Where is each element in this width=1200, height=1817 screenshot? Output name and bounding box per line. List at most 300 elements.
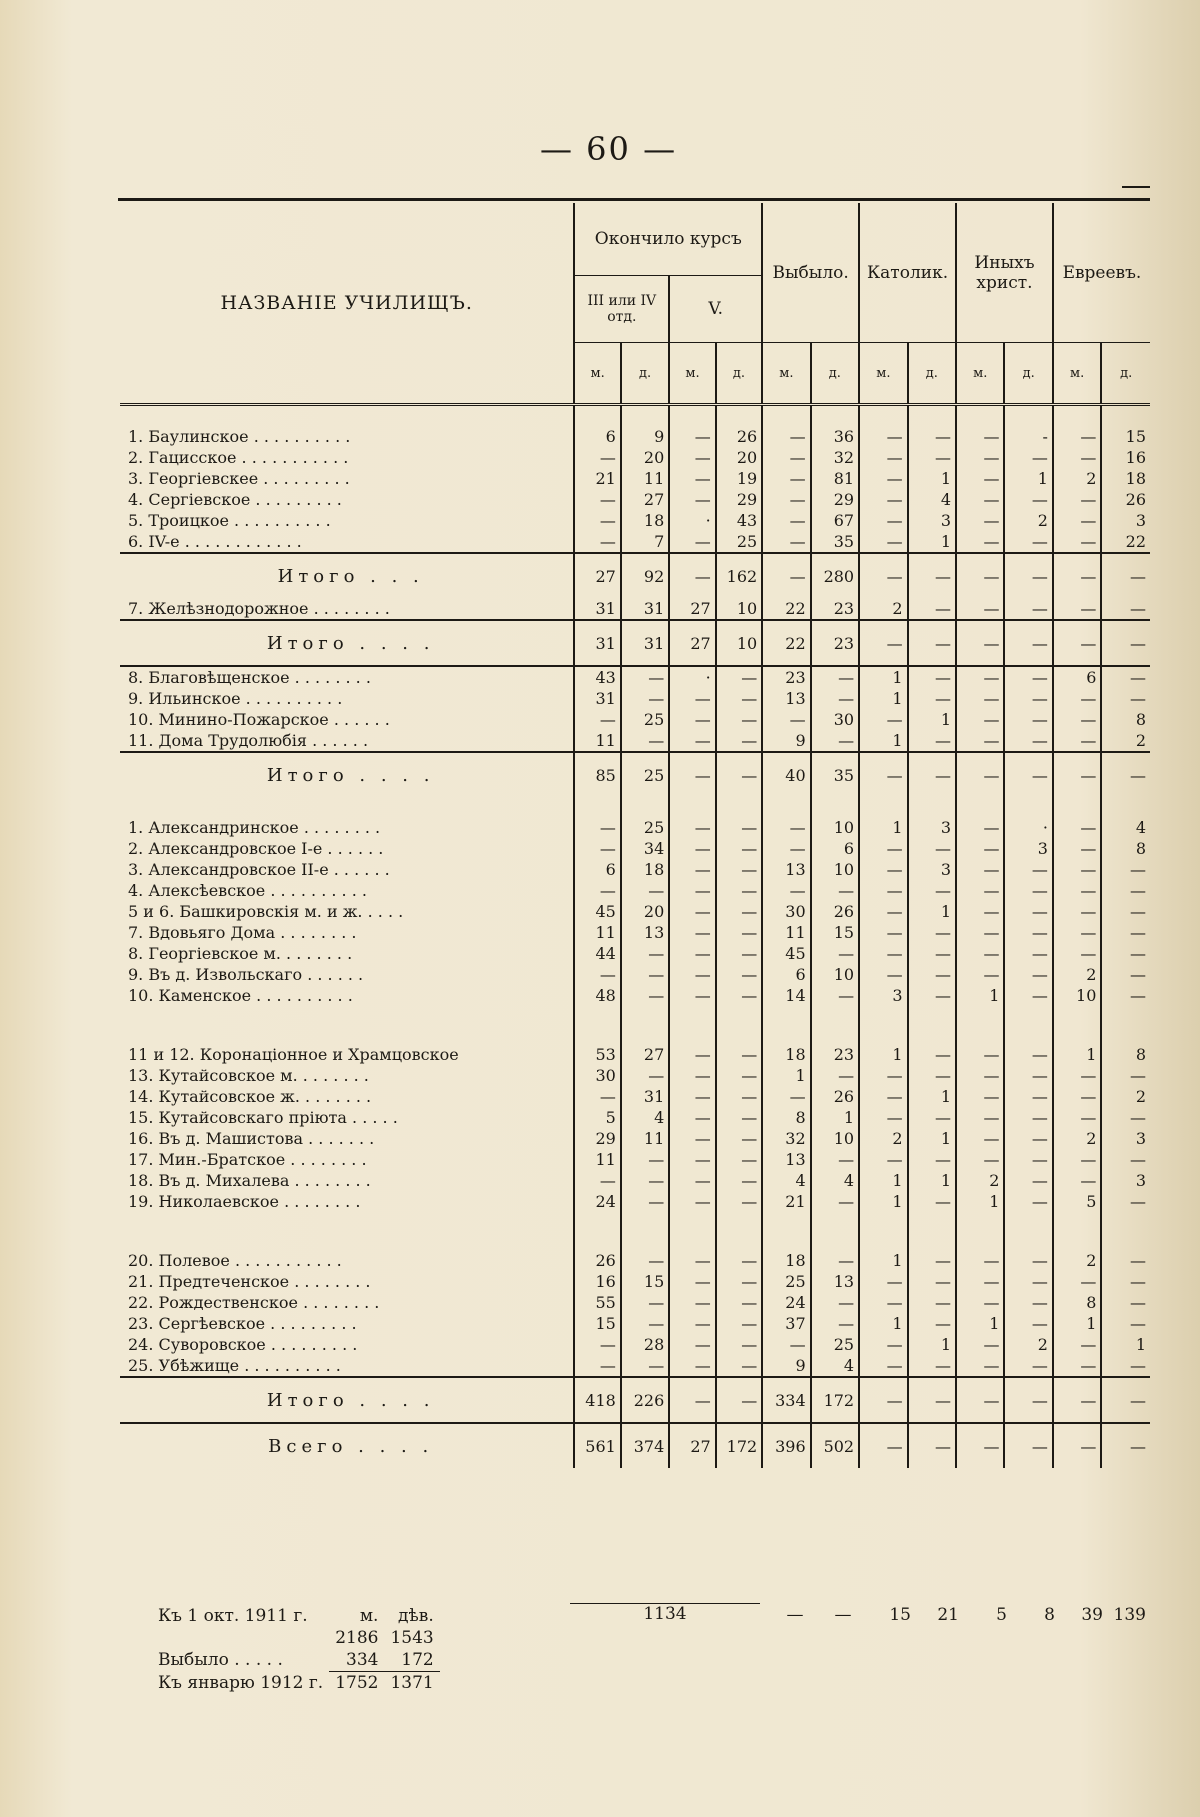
value-cell: — — [1004, 1271, 1052, 1292]
value-cell: — — [669, 1128, 715, 1149]
summary-m-left: 334 — [346, 1650, 379, 1670]
table-row — [120, 1044, 1150, 1065]
value-cell: 31 — [621, 1086, 669, 1107]
value-cell: 2 — [859, 1128, 907, 1149]
value-cell: 4 — [621, 1107, 669, 1128]
value-cell: - — [1004, 426, 1052, 447]
value-cell: 25 — [621, 817, 669, 838]
value-cell: 1 — [1004, 468, 1052, 489]
value-cell: — — [1053, 1086, 1101, 1107]
table-row — [120, 489, 1150, 510]
table-row — [120, 880, 1150, 901]
value-cell: — — [669, 943, 715, 964]
school-name: 4. Сергіевское . . . . . . . . . — [128, 490, 342, 509]
value-cell: — — [1053, 880, 1101, 901]
value-cell: 25 — [811, 1334, 859, 1355]
value-cell: — — [859, 709, 907, 730]
value-cell: — — [956, 943, 1004, 964]
value-cell: — — [669, 838, 715, 859]
value-cell: — — [716, 1128, 762, 1149]
value-cell: — — [1053, 709, 1101, 730]
school-name: 22. Рождественское . . . . . . . . — [128, 1293, 380, 1312]
value-cell: 5 — [1053, 1191, 1101, 1212]
value-cell: 13 — [621, 922, 669, 943]
table-row — [120, 964, 1150, 985]
value-cell: 20 — [621, 447, 669, 468]
value-cell: 15 — [574, 1313, 620, 1334]
header-catholic: Католик. — [859, 203, 956, 343]
table-row — [120, 1355, 1150, 1377]
value-cell: — — [669, 468, 715, 489]
value-cell: — — [908, 1423, 956, 1468]
header-male: м. — [762, 343, 810, 405]
value-cell: — — [669, 730, 715, 752]
value-cell: 24 — [762, 1292, 810, 1313]
header-jews: Евреевъ. — [1053, 203, 1150, 343]
total-row — [120, 1377, 1150, 1423]
value-cell: 92 — [621, 553, 669, 598]
value-cell: — — [1004, 730, 1052, 752]
value-cell: — — [811, 1149, 859, 1170]
value-cell: — — [621, 1065, 669, 1086]
value-cell: — — [956, 1250, 1004, 1271]
value-cell: — — [859, 531, 907, 553]
value-cell: 26 — [574, 1250, 620, 1271]
value-cell: — — [669, 1044, 715, 1065]
value-cell: — — [669, 1355, 715, 1377]
value-cell: — — [1004, 1250, 1052, 1271]
value-cell: — — [1053, 510, 1101, 531]
value-cell: — — [669, 1170, 715, 1191]
value-cell: — — [716, 1065, 762, 1086]
value-cell: 23 — [762, 666, 810, 688]
value-cell: — — [859, 922, 907, 943]
value-cell: — — [716, 1170, 762, 1191]
value-cell: 16 — [1101, 447, 1150, 468]
table-row — [120, 447, 1150, 468]
value-cell: — — [859, 1355, 907, 1377]
total-label: Итого . . . . — [120, 1377, 574, 1423]
value-cell: — — [1101, 901, 1150, 922]
value-cell: — — [574, 1355, 620, 1377]
value-cell: 10 — [811, 859, 859, 880]
school-name: 17. Мин.-Братское . . . . . . . . — [128, 1150, 367, 1169]
value-cell: 21 — [574, 468, 620, 489]
value-cell: 172 — [716, 1423, 762, 1468]
value-cell: — — [762, 447, 810, 468]
summary-date-label: Къ 1 окт. 1911 г. — [158, 1606, 308, 1626]
value-cell: — — [908, 447, 956, 468]
value-cell: — — [669, 901, 715, 922]
value-cell: — — [669, 1065, 715, 1086]
value-cell: — — [859, 880, 907, 901]
value-cell: — — [716, 1107, 762, 1128]
value-cell: — — [1004, 1191, 1052, 1212]
value-cell: 43 — [716, 510, 762, 531]
value-cell: 10 — [716, 620, 762, 666]
value-cell: — — [1004, 1065, 1052, 1086]
school-name: 14. Кутайсовское ж. . . . . . . . — [128, 1087, 372, 1106]
value-cell: 18 — [762, 1250, 810, 1271]
school-name: 23. Сергѣевское . . . . . . . . . — [128, 1314, 357, 1333]
value-cell: 18 — [762, 1044, 810, 1065]
value-cell: — — [1004, 1423, 1052, 1468]
value-cell: 25 — [621, 752, 669, 797]
value-cell: — — [716, 1149, 762, 1170]
value-cell: — — [908, 1377, 956, 1423]
value-cell: 11 — [621, 1128, 669, 1149]
table-row — [120, 1149, 1150, 1170]
header-female: д. — [1101, 343, 1150, 405]
value-cell: — — [908, 1313, 956, 1334]
value-cell: — — [811, 688, 859, 709]
value-cell: — — [1101, 1271, 1150, 1292]
value-cell: — — [908, 1292, 956, 1313]
value-cell: 1 — [859, 1313, 907, 1334]
value-cell: 8 — [1053, 1292, 1101, 1313]
value-cell: — — [716, 1271, 762, 1292]
value-cell: — — [1101, 666, 1150, 688]
value-cell: 81 — [811, 468, 859, 489]
value-cell: — — [1004, 553, 1052, 598]
value-cell: — — [859, 468, 907, 489]
value-cell: — — [908, 553, 956, 598]
value-cell: 31 — [621, 598, 669, 620]
table-row — [120, 817, 1150, 838]
value-cell: 1 — [908, 901, 956, 922]
value-cell: — — [908, 1149, 956, 1170]
school-name: 8. Благовѣщенское . . . . . . . . — [128, 668, 371, 687]
value-cell: — — [859, 426, 907, 447]
value-cell: 2 — [1004, 1334, 1052, 1355]
school-name: 10. Каменское . . . . . . . . . . — [128, 986, 353, 1005]
value-cell: 13 — [762, 688, 810, 709]
value-cell: 4 — [811, 1355, 859, 1377]
value-cell: 20 — [621, 901, 669, 922]
value-cell: — — [716, 859, 762, 880]
value-cell: — — [956, 447, 1004, 468]
value-cell: 3 — [1004, 838, 1052, 859]
value-cell: — — [908, 922, 956, 943]
value-cell: — — [621, 1170, 669, 1191]
total-label: Итого . . . . — [266, 764, 435, 786]
value-cell: · — [669, 666, 715, 688]
value-cell: — — [1004, 1292, 1052, 1313]
value-cell: 22 — [762, 598, 810, 620]
value-cell: — — [574, 447, 620, 468]
value-cell: — — [621, 1191, 669, 1212]
value-cell: — — [956, 730, 1004, 752]
value-cell: — — [811, 943, 859, 964]
header-grade-3-4: III или IV отд. — [574, 276, 669, 343]
value-cell: — — [956, 489, 1004, 510]
value-cell: 172 — [811, 1377, 859, 1423]
value-cell: 4 — [762, 1170, 810, 1191]
value-cell: — — [859, 489, 907, 510]
value-cell: 19 — [716, 468, 762, 489]
value-cell: — — [956, 1149, 1004, 1170]
value-cell: — — [621, 1149, 669, 1170]
value-cell: 43 — [574, 666, 620, 688]
value-cell: 3 — [859, 985, 907, 1006]
value-cell: — — [574, 510, 620, 531]
summary-d-end: 1371 — [384, 1672, 439, 1695]
value-cell: 9 — [762, 730, 810, 752]
value-cell: — — [1101, 1355, 1150, 1377]
value-cell: 13 — [811, 1271, 859, 1292]
value-cell: — — [1004, 620, 1052, 666]
school-name: 18. Въ д. Михалева . . . . . . . . — [128, 1171, 371, 1190]
value-cell: — — [716, 880, 762, 901]
value-cell: 2 — [1053, 468, 1101, 489]
header-female: д. — [811, 343, 859, 405]
value-cell: — — [1053, 752, 1101, 797]
value-cell: 1 — [859, 666, 907, 688]
value-cell: 1 — [1053, 1044, 1101, 1065]
value-cell: 34 — [621, 838, 669, 859]
value-cell: — — [574, 531, 620, 553]
value-cell: — — [1004, 964, 1052, 985]
value-cell: 31 — [574, 598, 620, 620]
value-cell: — — [956, 1423, 1004, 1468]
value-cell: 85 — [574, 752, 620, 797]
value-cell: — — [669, 817, 715, 838]
value-cell: 1 — [1101, 1334, 1150, 1355]
value-cell: — — [859, 1065, 907, 1086]
value-cell: 23 — [811, 598, 859, 620]
value-cell: 28 — [621, 1334, 669, 1355]
value-cell: — — [762, 838, 810, 859]
value-cell: — — [956, 1086, 1004, 1107]
school-name: 9. Въ д. Извольскаго . . . . . . — [128, 965, 364, 984]
value-cell: — — [1053, 426, 1101, 447]
value-cell: — — [716, 1250, 762, 1271]
value-cell: 1 — [1053, 1313, 1101, 1334]
total-label: Всего . . . . — [268, 1435, 434, 1457]
value-cell: — — [762, 489, 810, 510]
value-cell: — — [811, 1191, 859, 1212]
value-cell: 30 — [762, 901, 810, 922]
table-row — [120, 709, 1150, 730]
value-cell: 2 — [1053, 964, 1101, 985]
value-cell: — — [762, 880, 810, 901]
value-cell: — — [859, 447, 907, 468]
header-grade-5: V. — [669, 276, 762, 343]
value-cell: — — [859, 943, 907, 964]
school-name: 4. Алексѣевское . . . . . . . . . . — [128, 881, 367, 900]
value-cell: — — [859, 1149, 907, 1170]
value-cell: 30 — [811, 709, 859, 730]
value-cell: 418 — [574, 1377, 620, 1423]
value-cell: — — [1053, 943, 1101, 964]
header-other-christians: Иныхъ христ. — [956, 203, 1053, 343]
value-cell: — — [1053, 1149, 1101, 1170]
value-cell: — — [1004, 1107, 1052, 1128]
value-cell: — — [716, 1086, 762, 1107]
value-cell: — — [716, 752, 762, 797]
value-cell: — — [669, 709, 715, 730]
value-cell: 3 — [1101, 510, 1150, 531]
value-cell: — — [621, 985, 669, 1006]
table-row — [120, 730, 1150, 752]
value-cell: 27 — [669, 1423, 715, 1468]
value-cell: 55 — [574, 1292, 620, 1313]
value-cell: — — [908, 880, 956, 901]
value-cell: — — [956, 709, 1004, 730]
value-cell: — — [716, 1355, 762, 1377]
value-cell: — — [574, 489, 620, 510]
school-name: 3. Александровское II-е . . . . . . — [128, 860, 390, 879]
value-cell: — — [716, 688, 762, 709]
value-cell: 1 — [908, 1334, 956, 1355]
value-cell: — — [859, 1107, 907, 1128]
value-cell: — — [669, 1334, 715, 1355]
header-female: д. — [621, 343, 669, 405]
value-cell: 45 — [762, 943, 810, 964]
value-cell: 1 — [859, 1044, 907, 1065]
summary-m-label: м. — [359, 1606, 379, 1626]
value-cell: — — [956, 1044, 1004, 1065]
value-cell: 3 — [908, 859, 956, 880]
value-cell: 26 — [1101, 489, 1150, 510]
value-cell: — — [956, 1334, 1004, 1355]
value-cell: — — [908, 666, 956, 688]
value-cell: — — [669, 1250, 715, 1271]
value-cell: — — [1053, 922, 1101, 943]
value-cell: — — [621, 1250, 669, 1271]
value-cell: — — [859, 1271, 907, 1292]
value-cell: 6 — [1053, 666, 1101, 688]
value-cell: 20 — [716, 447, 762, 468]
value-cell: — — [1053, 620, 1101, 666]
value-cell: 1 — [859, 688, 907, 709]
value-cell: — — [669, 859, 715, 880]
value-cell: — — [811, 1250, 859, 1271]
value-cell: 2 — [1053, 1128, 1101, 1149]
value-cell: — — [716, 901, 762, 922]
header-female: д. — [716, 343, 762, 405]
value-cell: — — [1053, 489, 1101, 510]
value-cell: — — [956, 817, 1004, 838]
table-row — [120, 859, 1150, 880]
value-cell: 32 — [811, 447, 859, 468]
value-cell: — — [669, 752, 715, 797]
value-cell: · — [669, 510, 715, 531]
value-cell: 11 — [574, 1149, 620, 1170]
value-cell: — — [1053, 730, 1101, 752]
value-cell: — — [908, 1355, 956, 1377]
summary-other-d: 8 — [1044, 1605, 1055, 1625]
value-cell: — — [1053, 531, 1101, 553]
value-cell: — — [762, 1086, 810, 1107]
table-row — [120, 1271, 1150, 1292]
value-cell: — — [669, 531, 715, 553]
value-cell: — — [621, 880, 669, 901]
value-cell: — — [1004, 531, 1052, 553]
value-cell: — — [1101, 1423, 1150, 1468]
value-cell: 1 — [859, 1191, 907, 1212]
value-cell: 26 — [811, 1086, 859, 1107]
value-cell: — — [859, 620, 907, 666]
value-cell: — — [1101, 598, 1150, 620]
summary-left-m: — — [786, 1605, 804, 1625]
value-cell: — — [669, 1377, 715, 1423]
value-cell: — — [716, 817, 762, 838]
value-cell: — — [574, 1170, 620, 1191]
value-cell: — — [859, 1086, 907, 1107]
school-name: 21. Предтеченское . . . . . . . . — [128, 1272, 371, 1291]
value-cell: — — [669, 922, 715, 943]
value-cell: — — [574, 880, 620, 901]
table-row — [120, 1107, 1150, 1128]
value-cell: 27 — [621, 1044, 669, 1065]
value-cell: 15 — [811, 922, 859, 943]
value-cell: 27 — [574, 553, 620, 598]
summary-m-start: 2186 — [335, 1628, 379, 1648]
total-label: Итого . . . . — [120, 620, 574, 666]
value-cell: 1 — [859, 1170, 907, 1191]
value-cell: — — [762, 468, 810, 489]
value-cell: 30 — [574, 1065, 620, 1086]
value-cell: — — [1004, 666, 1052, 688]
value-cell: — — [956, 510, 1004, 531]
value-cell: — — [1101, 1065, 1150, 1086]
value-cell: — — [1004, 752, 1052, 797]
summary-m-end: 1752 — [329, 1672, 384, 1695]
value-cell: 8 — [1101, 838, 1150, 859]
header-male: м. — [574, 343, 620, 405]
value-cell: — — [669, 1086, 715, 1107]
value-cell: — — [956, 468, 1004, 489]
value-cell: — — [908, 426, 956, 447]
value-cell: — — [1004, 1044, 1052, 1065]
value-cell: — — [908, 1250, 956, 1271]
school-name: 6. IV-е . . . . . . . . . . . . — [120, 531, 574, 553]
school-name: 11. Дома Трудолюбія . . . . . . — [120, 730, 574, 752]
summary-catholic-d: 21 — [937, 1605, 959, 1625]
table-row — [120, 1128, 1150, 1149]
table-row — [120, 1086, 1150, 1107]
summary-jews-d: 139 — [1113, 1605, 1146, 1625]
value-cell: — — [1053, 553, 1101, 598]
value-cell: — — [1101, 859, 1150, 880]
value-cell: — — [1053, 447, 1101, 468]
value-cell: — — [956, 620, 1004, 666]
table-row — [120, 666, 1150, 688]
value-cell: — — [762, 426, 810, 447]
summary-d-left: 172 — [401, 1650, 434, 1670]
school-name: 2. Гацисское . . . . . . . . . . . — [128, 448, 349, 467]
value-cell: — — [762, 817, 810, 838]
value-cell: — — [1004, 985, 1052, 1006]
value-cell: — — [1101, 1191, 1150, 1212]
value-cell: 374 — [621, 1423, 669, 1468]
page-number: — 60 — — [540, 130, 678, 168]
value-cell: 2 — [1101, 730, 1150, 752]
value-cell: 3 — [1101, 1170, 1150, 1191]
value-cell: 10 — [811, 817, 859, 838]
value-cell: — — [716, 1191, 762, 1212]
table-row — [120, 1065, 1150, 1086]
total-row — [120, 620, 1150, 666]
value-cell: — — [908, 1065, 956, 1086]
summary-d-start: 1543 — [390, 1628, 434, 1648]
value-cell: — — [1053, 688, 1101, 709]
value-cell: — — [716, 964, 762, 985]
school-name: 11 и 12. Коронаціонное и Храмцовское — [128, 1045, 459, 1064]
total-row — [120, 752, 1150, 797]
value-cell: 48 — [574, 985, 620, 1006]
